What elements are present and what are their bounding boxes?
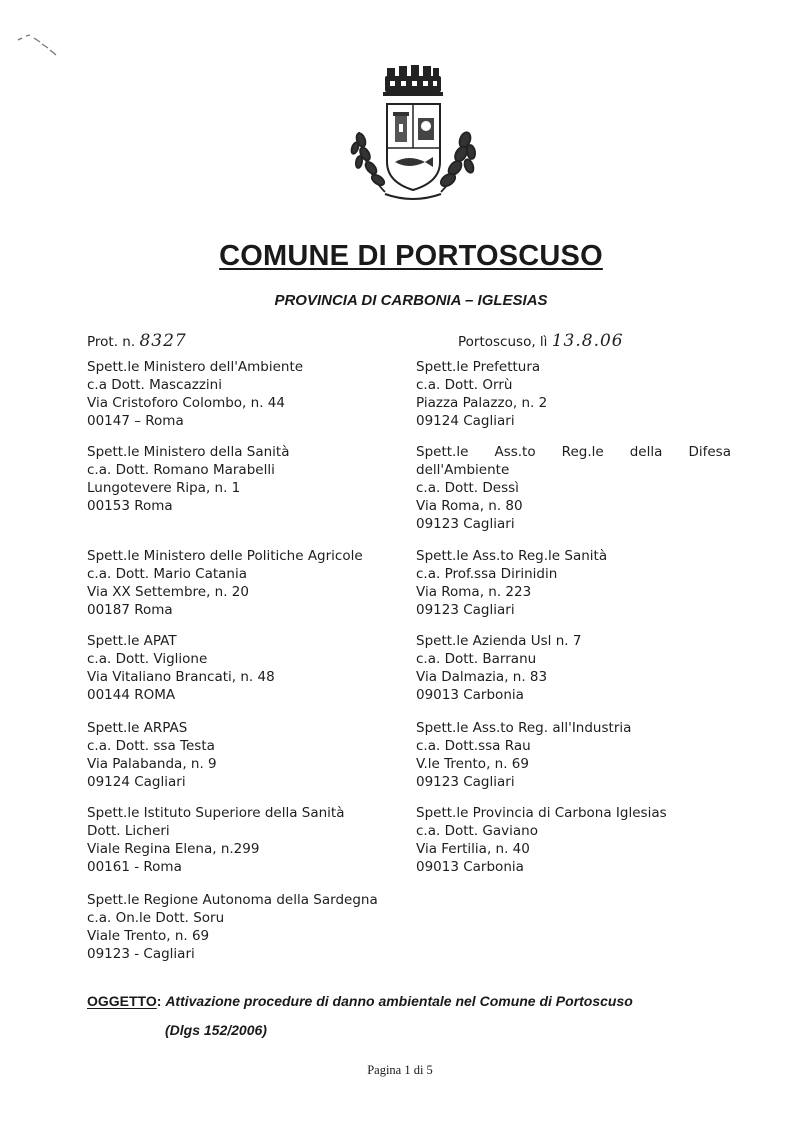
- recipient-line: c.a. Dott. ssa Testa: [87, 738, 215, 754]
- recipient-line: Lungotevere Ripa, n. 1: [87, 480, 241, 496]
- recipient-line: c.a. Dott. Orrù: [416, 377, 513, 393]
- protocol-label: Prot. n.: [87, 334, 136, 350]
- recipient-line: 09124 Cagliari: [87, 774, 186, 790]
- recipient-line: Via Palabanda, n. 9: [87, 756, 217, 772]
- recipient-line: 00147 – Roma: [87, 413, 184, 429]
- recipient-line: Spett.le Ass.to Reg. all'Industria: [416, 720, 632, 736]
- recipient-line: 00187 Roma: [87, 602, 173, 618]
- recipient-line: V.le Trento, n. 69: [416, 756, 529, 772]
- recipient-line: c.a. Prof.ssa Dirinidin: [416, 566, 558, 582]
- recipient-line: Spett.le APAT: [87, 633, 177, 649]
- recipient-line: c.a. On.le Dott. Soru: [87, 910, 225, 926]
- recipient-line: Via XX Settembre, n. 20: [87, 584, 249, 600]
- recipient-line: c.a. Dott. Dessì: [416, 480, 519, 496]
- recipient-line: Spett.le Provincia di Carbona Iglesias: [416, 805, 667, 821]
- recipient-line: Via Roma, n. 80: [416, 498, 523, 514]
- recipient-line: c.a. Dott. Mario Catania: [87, 566, 248, 582]
- recipient-block: [416, 804, 667, 876]
- place-label: Portoscuso, lì: [458, 334, 548, 350]
- recipient-line: Spett.le Azienda Usl n. 7: [416, 633, 582, 649]
- recipient-line: Spett.le Prefettura: [416, 359, 541, 375]
- recipient-line: 09013 Carbonia: [416, 687, 524, 703]
- recipient-line: Via Roma, n. 223: [416, 584, 532, 600]
- recipient-word: della: [629, 444, 663, 460]
- recipient-line: Via Vitaliano Brancati, n. 48: [87, 669, 275, 685]
- handwritten-date: 13.8.06: [551, 331, 624, 351]
- recipient-block: [416, 719, 631, 791]
- recipient-block: [87, 443, 289, 515]
- subject-line: OGGETTO: Attivazione procedure di danno ambientale nel Comune di Portoscuso: [87, 993, 633, 1009]
- recipient-line: 00161 - Roma: [87, 859, 182, 875]
- recipient-line: c.a. Dott.ssa Rau: [416, 738, 531, 754]
- recipient-line: Viale Trento, n. 69: [87, 928, 210, 944]
- recipient-line: c.a. Dott. Viglione: [87, 651, 208, 667]
- recipient-line: Spett.le Ass.to Reg.le Sanità: [416, 548, 608, 564]
- recipient-block: [87, 547, 363, 619]
- recipient-line: c.a. Dott. Barranu: [416, 651, 537, 667]
- recipient-word: Reg.le: [561, 444, 604, 460]
- page-number: Pagina 1 di 5: [367, 1063, 433, 1077]
- recipient-line: 09123 Cagliari: [416, 516, 515, 532]
- page-title: COMUNE DI PORTOSCUSO: [219, 240, 603, 272]
- recipient-line: c.a. Dott. Romano Marabelli: [87, 462, 275, 478]
- recipient-line: 09123 - Cagliari: [87, 946, 195, 962]
- recipient-block: [416, 358, 547, 430]
- protocol-handwritten-number: 8327: [139, 331, 187, 351]
- recipient-word: Ass.to: [494, 444, 536, 460]
- recipient-block: [416, 443, 731, 533]
- recipient-line: Viale Regina Elena, n.299: [87, 841, 260, 857]
- recipient-line: 09123 Cagliari: [416, 774, 515, 790]
- recipient-line: Spett.le ARPAS: [87, 720, 188, 736]
- recipient-word: Difesa: [688, 444, 731, 460]
- recipient-block: [87, 804, 345, 876]
- recipient-line: Via Fertilia, n. 40: [416, 841, 530, 857]
- recipient-line: Via Dalmazia, n. 83: [416, 669, 548, 685]
- recipient-block: [416, 632, 581, 704]
- coat-of-arms-icon: [345, 62, 480, 212]
- recipient-block: [416, 547, 607, 619]
- subject-text: Attivazione procedure di danno ambientale nel Comune di Portoscuso: [165, 993, 633, 1009]
- recipient-line: 09124 Cagliari: [416, 413, 515, 429]
- recipient-block: [87, 358, 303, 430]
- page-subtitle: PROVINCIA DI CARBONIA – IGLESIAS: [274, 292, 548, 309]
- recipient-line: c.a Dott. Mascazzini: [87, 377, 222, 393]
- recipient-justified-line: [416, 443, 731, 461]
- recipient-line: c.a. Dott. Gaviano: [416, 823, 538, 839]
- recipient-line: Spett.le Istituto Superiore della Sanità: [87, 805, 345, 821]
- recipient-line: Dott. Licheri: [87, 823, 170, 839]
- recipient-block: [87, 891, 378, 963]
- subject-reference: (Dlgs 152/2006): [165, 1022, 267, 1038]
- recipient-line: 09123 Cagliari: [416, 602, 515, 618]
- recipient-line: 00144 ROMA: [87, 687, 176, 703]
- recipient-line: Piazza Palazzo, n. 2: [416, 395, 548, 411]
- recipient-word: Spett.le: [416, 444, 469, 460]
- recipient-line: Via Cristoforo Colombo, n. 44: [87, 395, 285, 411]
- protocol-number: [87, 331, 187, 351]
- place-date: [458, 331, 624, 351]
- recipient-line: 00153 Roma: [87, 498, 173, 514]
- scan-mark-icon: [14, 30, 59, 60]
- recipient-line: Spett.le Ministero delle Politiche Agricole: [87, 548, 363, 564]
- recipient-line: Spett.le Regione Autonoma della Sardegna: [87, 892, 378, 908]
- subject-label: OGGETTO: [87, 993, 157, 1009]
- recipient-line: Spett.le Ministero dell'Ambiente: [87, 359, 304, 375]
- recipient-line: Spett.le Ministero della Sanità: [87, 444, 290, 460]
- recipient-block: [87, 719, 217, 791]
- recipient-block: [87, 632, 275, 704]
- recipient-line: dell'Ambiente: [416, 462, 510, 478]
- recipient-line: 09013 Carbonia: [416, 859, 524, 875]
